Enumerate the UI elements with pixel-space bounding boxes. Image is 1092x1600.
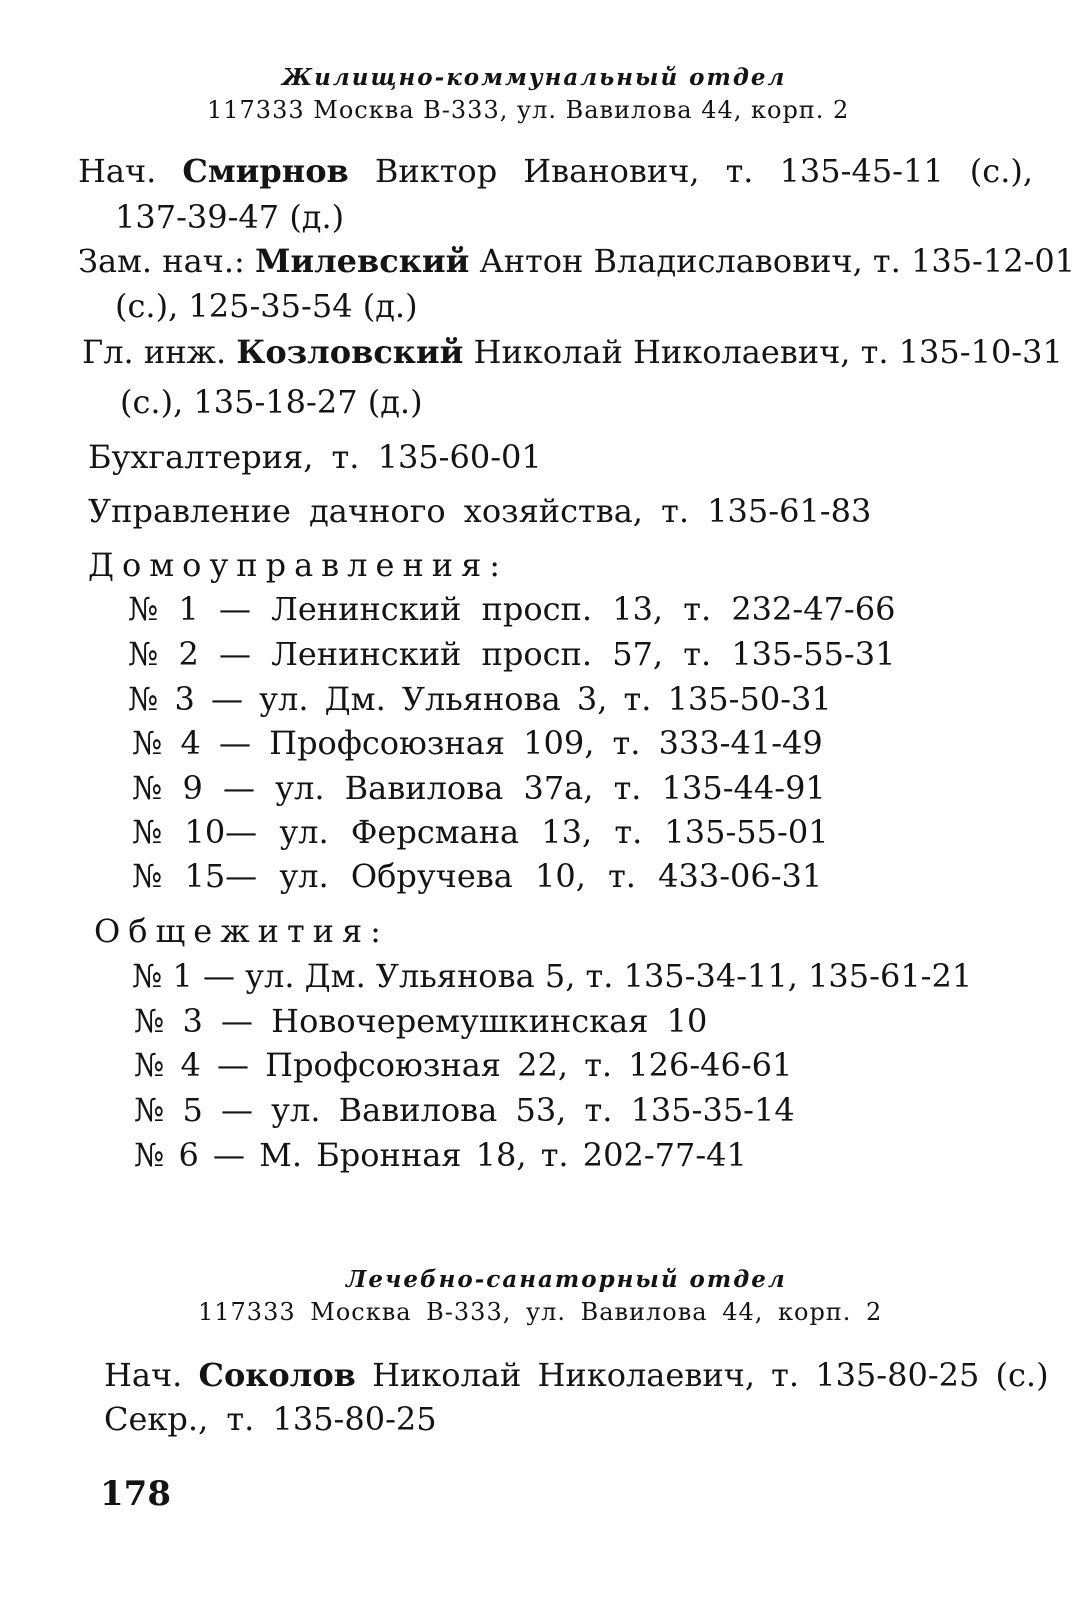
person-surname: Милевский (254, 242, 470, 280)
dorm-item-5: № 6 — М. Бронная 18, т. 202-77-41 (134, 1136, 747, 1174)
domoupr-item-7: № 15— ул. Обручева 10, т. 433-06-31 (132, 857, 823, 895)
domoupr-item-3: № 3 — ул. Дм. Ульянова 3, т. 135-50-31 (128, 680, 832, 718)
housing-dept-title: Жилищно-коммунальный отдел (282, 64, 787, 91)
domoupr-heading: Домоуправления: (88, 546, 509, 584)
housing-deputy-line (78, 242, 1076, 280)
sanatorium-dept-title: Лечебно-санаторный отдел (346, 1266, 787, 1293)
sanatorium-dept-address: 117333 Москва В-333, ул. Вавилова 44, корп. 2 (198, 1298, 883, 1326)
domoupr-item-1: № 1 — Ленинский просп. 13, т. 232-47-66 (128, 590, 896, 628)
role-label: Нач. (104, 1356, 183, 1394)
person-details: Антон Владиславович, т. 135-12-01 (479, 242, 1076, 280)
dacha-management-line: Управление дачного хозяйства, т. 135-61-83 (88, 492, 872, 530)
person-surname: Козловский (236, 333, 464, 371)
dorms-heading: Общежития: (94, 912, 389, 950)
sanatorium-secretary-line: Секр., т. 135-80-25 (104, 1400, 437, 1438)
dorm-item-1: № 1 — ул. Дм. Ульянова 5, т. 135-34-11, 135-61-21 (132, 957, 973, 995)
person-surname: Смирнов (182, 152, 349, 190)
page-number: 178 (100, 1474, 171, 1514)
person-details: Виктор Иванович, т. 135-45-11 (с.), (374, 152, 1034, 190)
person-details: Николай Николаевич, т. 135-10-31 (473, 333, 1063, 371)
person-details: Николай Николаевич, т. 135-80-25 (с.) (372, 1356, 1049, 1394)
role-label: Гл. инж. (82, 333, 227, 371)
dorm-item-3: № 4 — Профсоюзная 22, т. 126-46-61 (134, 1046, 793, 1084)
dorm-item-4: № 5 — ул. Вавилова 53, т. 135-35-14 (134, 1091, 795, 1129)
housing-engineer-phones: (с.), 135-18-27 (д.) (120, 383, 423, 421)
role-label: Зам. нач.: (78, 242, 245, 280)
housing-engineer-line (82, 333, 1063, 371)
dorm-item-2: № 3 — Новочеремушкинская 10 (134, 1002, 708, 1040)
sanatorium-head-line (104, 1356, 1049, 1394)
person-surname: Соколов (198, 1356, 356, 1394)
role-label: Нач. (78, 152, 157, 190)
domoupr-item-2: № 2 — Ленинский просп. 57, т. 135-55-31 (128, 635, 896, 673)
domoupr-item-6: № 10— ул. Ферсмана 13, т. 135-55-01 (132, 813, 829, 851)
domoupr-item-4: № 4 — Профсоюзная 109, т. 333-41-49 (132, 724, 823, 762)
housing-deputy-phones: (с.), 125-35-54 (д.) (115, 287, 418, 325)
housing-head-phones: 137-39-47 (д.) (115, 198, 345, 236)
housing-head-line (78, 152, 1033, 190)
accounting-line: Бухгалтерия, т. 135-60-01 (88, 438, 542, 476)
housing-dept-address: 117333 Москва В-333, ул. Вавилова 44, корп. 2 (207, 96, 850, 124)
domoupr-item-5: № 9 — ул. Вавилова 37а, т. 135-44-91 (132, 769, 826, 807)
